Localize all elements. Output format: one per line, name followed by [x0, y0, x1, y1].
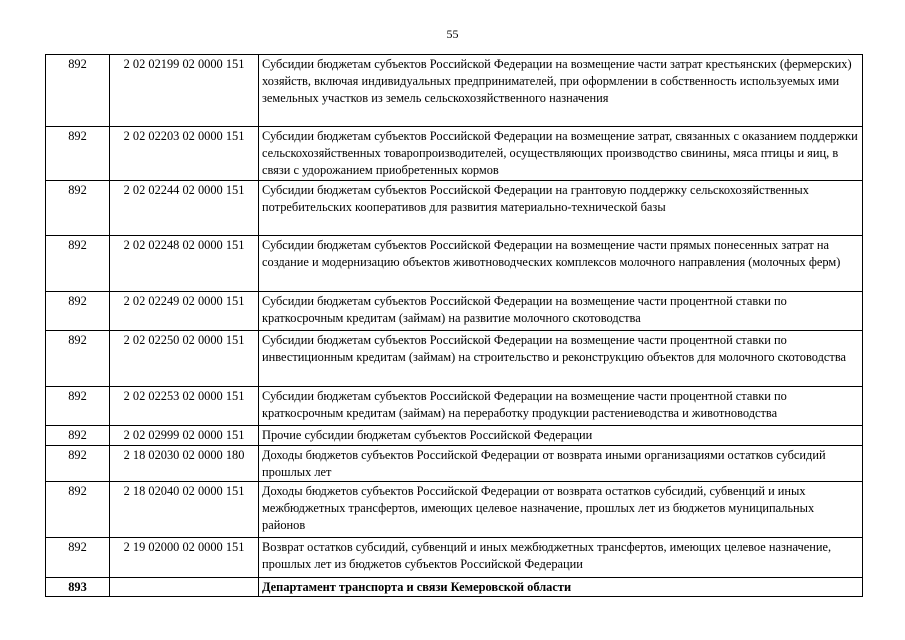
description-cell: Доходы бюджетов субъектов Российской Федерации от возврата остатков субсидий, субвенций и иных межбюджетных трансфертов, имеющих целевое назначение, прошлых лет из бюджетов муниципальных районов — [259, 482, 863, 538]
budget-code-cell: 2 18 02030 02 0000 180 — [110, 446, 259, 482]
budget-codes-table — [45, 54, 863, 597]
budget-code-cell: 2 02 02199 02 0000 151 — [110, 55, 259, 127]
page-number: 55 — [446, 27, 459, 41]
description-cell: Субсидии бюджетам субъектов Российской Федерации на возмещение части процентной ставки по инвестиционным кредитам (займам) на строительство и реконструкцию объектов для молочного скотоводства — [259, 331, 863, 387]
admin-code-cell: 892 — [46, 127, 110, 181]
description-cell: Субсидии бюджетам субъектов Российской Федерации на возмещение части процентной ставки по краткосрочным кредитам (займам) на переработку продукции растениеводства и животноводства — [259, 387, 863, 426]
table-row — [46, 446, 863, 482]
budget-code-cell: 2 02 02244 02 0000 151 — [110, 181, 259, 236]
description-cell: Субсидии бюджетам субъектов Российской Федерации на возмещение затрат, связанных с оказанием поддержки сельскохозяйственных товаропроизводителей, осуществляющих производство свинины, мяса птицы и яиц, в связи с удорожанием приобретенных кормов — [259, 127, 863, 181]
budget-code-cell: 2 02 02248 02 0000 151 — [110, 236, 259, 292]
admin-code-cell: 892 — [46, 331, 110, 387]
budget-code-cell — [110, 578, 259, 597]
budget-code-cell: 2 02 02253 02 0000 151 — [110, 387, 259, 426]
table-body — [46, 55, 863, 597]
admin-code-cell: 892 — [46, 292, 110, 331]
table-row — [46, 55, 863, 127]
budget-code-cell: 2 02 02249 02 0000 151 — [110, 292, 259, 331]
description-cell: Субсидии бюджетам субъектов Российской Федерации на грантовую поддержку сельскохозяйственных потребительских кооперативов для развития материально-технической базы — [259, 181, 863, 236]
table-row — [46, 426, 863, 446]
budget-code-cell: 2 02 02250 02 0000 151 — [110, 331, 259, 387]
description-cell: Субсидии бюджетам субъектов Российской Федерации на возмещение части процентной ставки по краткосрочным кредитам (займам) на развитие молочного скотоводства — [259, 292, 863, 331]
table-row — [46, 127, 863, 181]
admin-code-cell: 893 — [46, 578, 110, 597]
budget-code-cell: 2 02 02203 02 0000 151 — [110, 127, 259, 181]
table-row — [46, 578, 863, 597]
table-row — [46, 181, 863, 236]
admin-code-cell: 892 — [46, 538, 110, 578]
description-cell: Прочие субсидии бюджетам субъектов Российской Федерации — [259, 426, 863, 446]
description-cell: Субсидии бюджетам субъектов Российской Федерации на возмещение части прямых понесенных затрат на создание и модернизацию объектов животноводческих комплексов молочного направления (молочных ферм) — [259, 236, 863, 292]
admin-code-cell: 892 — [46, 482, 110, 538]
table-row — [46, 387, 863, 426]
table-row — [46, 482, 863, 538]
description-cell: Субсидии бюджетам субъектов Российской Федерации на возмещение части затрат крестьянских (фермерских) хозяйств, включая индивидуальных предпринимателей, при оформлении в собственность используемых ими земельных участков из земель сельскохозяйственного назначения — [259, 55, 863, 127]
budget-code-cell: 2 19 02000 02 0000 151 — [110, 538, 259, 578]
description-cell: Возврат остатков субсидий, субвенций и иных межбюджетных трансфертов, имеющих целевое назначение, прошлых лет из бюджетов субъектов Российской Федерации — [259, 538, 863, 578]
budget-code-cell: 2 02 02999 02 0000 151 — [110, 426, 259, 446]
description-cell: Департамент транспорта и связи Кемеровской области — [259, 578, 863, 597]
budget-code-cell: 2 18 02040 02 0000 151 — [110, 482, 259, 538]
table-row — [46, 236, 863, 292]
admin-code-cell: 892 — [46, 387, 110, 426]
table-row — [46, 292, 863, 331]
description-cell: Доходы бюджетов субъектов Российской Федерации от возврата иными организациями остатков субсидий прошлых лет — [259, 446, 863, 482]
admin-code-cell: 892 — [46, 446, 110, 482]
admin-code-cell: 892 — [46, 236, 110, 292]
admin-code-cell: 892 — [46, 55, 110, 127]
admin-code-cell: 892 — [46, 181, 110, 236]
table-row — [46, 331, 863, 387]
table-row — [46, 538, 863, 578]
admin-code-cell: 892 — [46, 426, 110, 446]
